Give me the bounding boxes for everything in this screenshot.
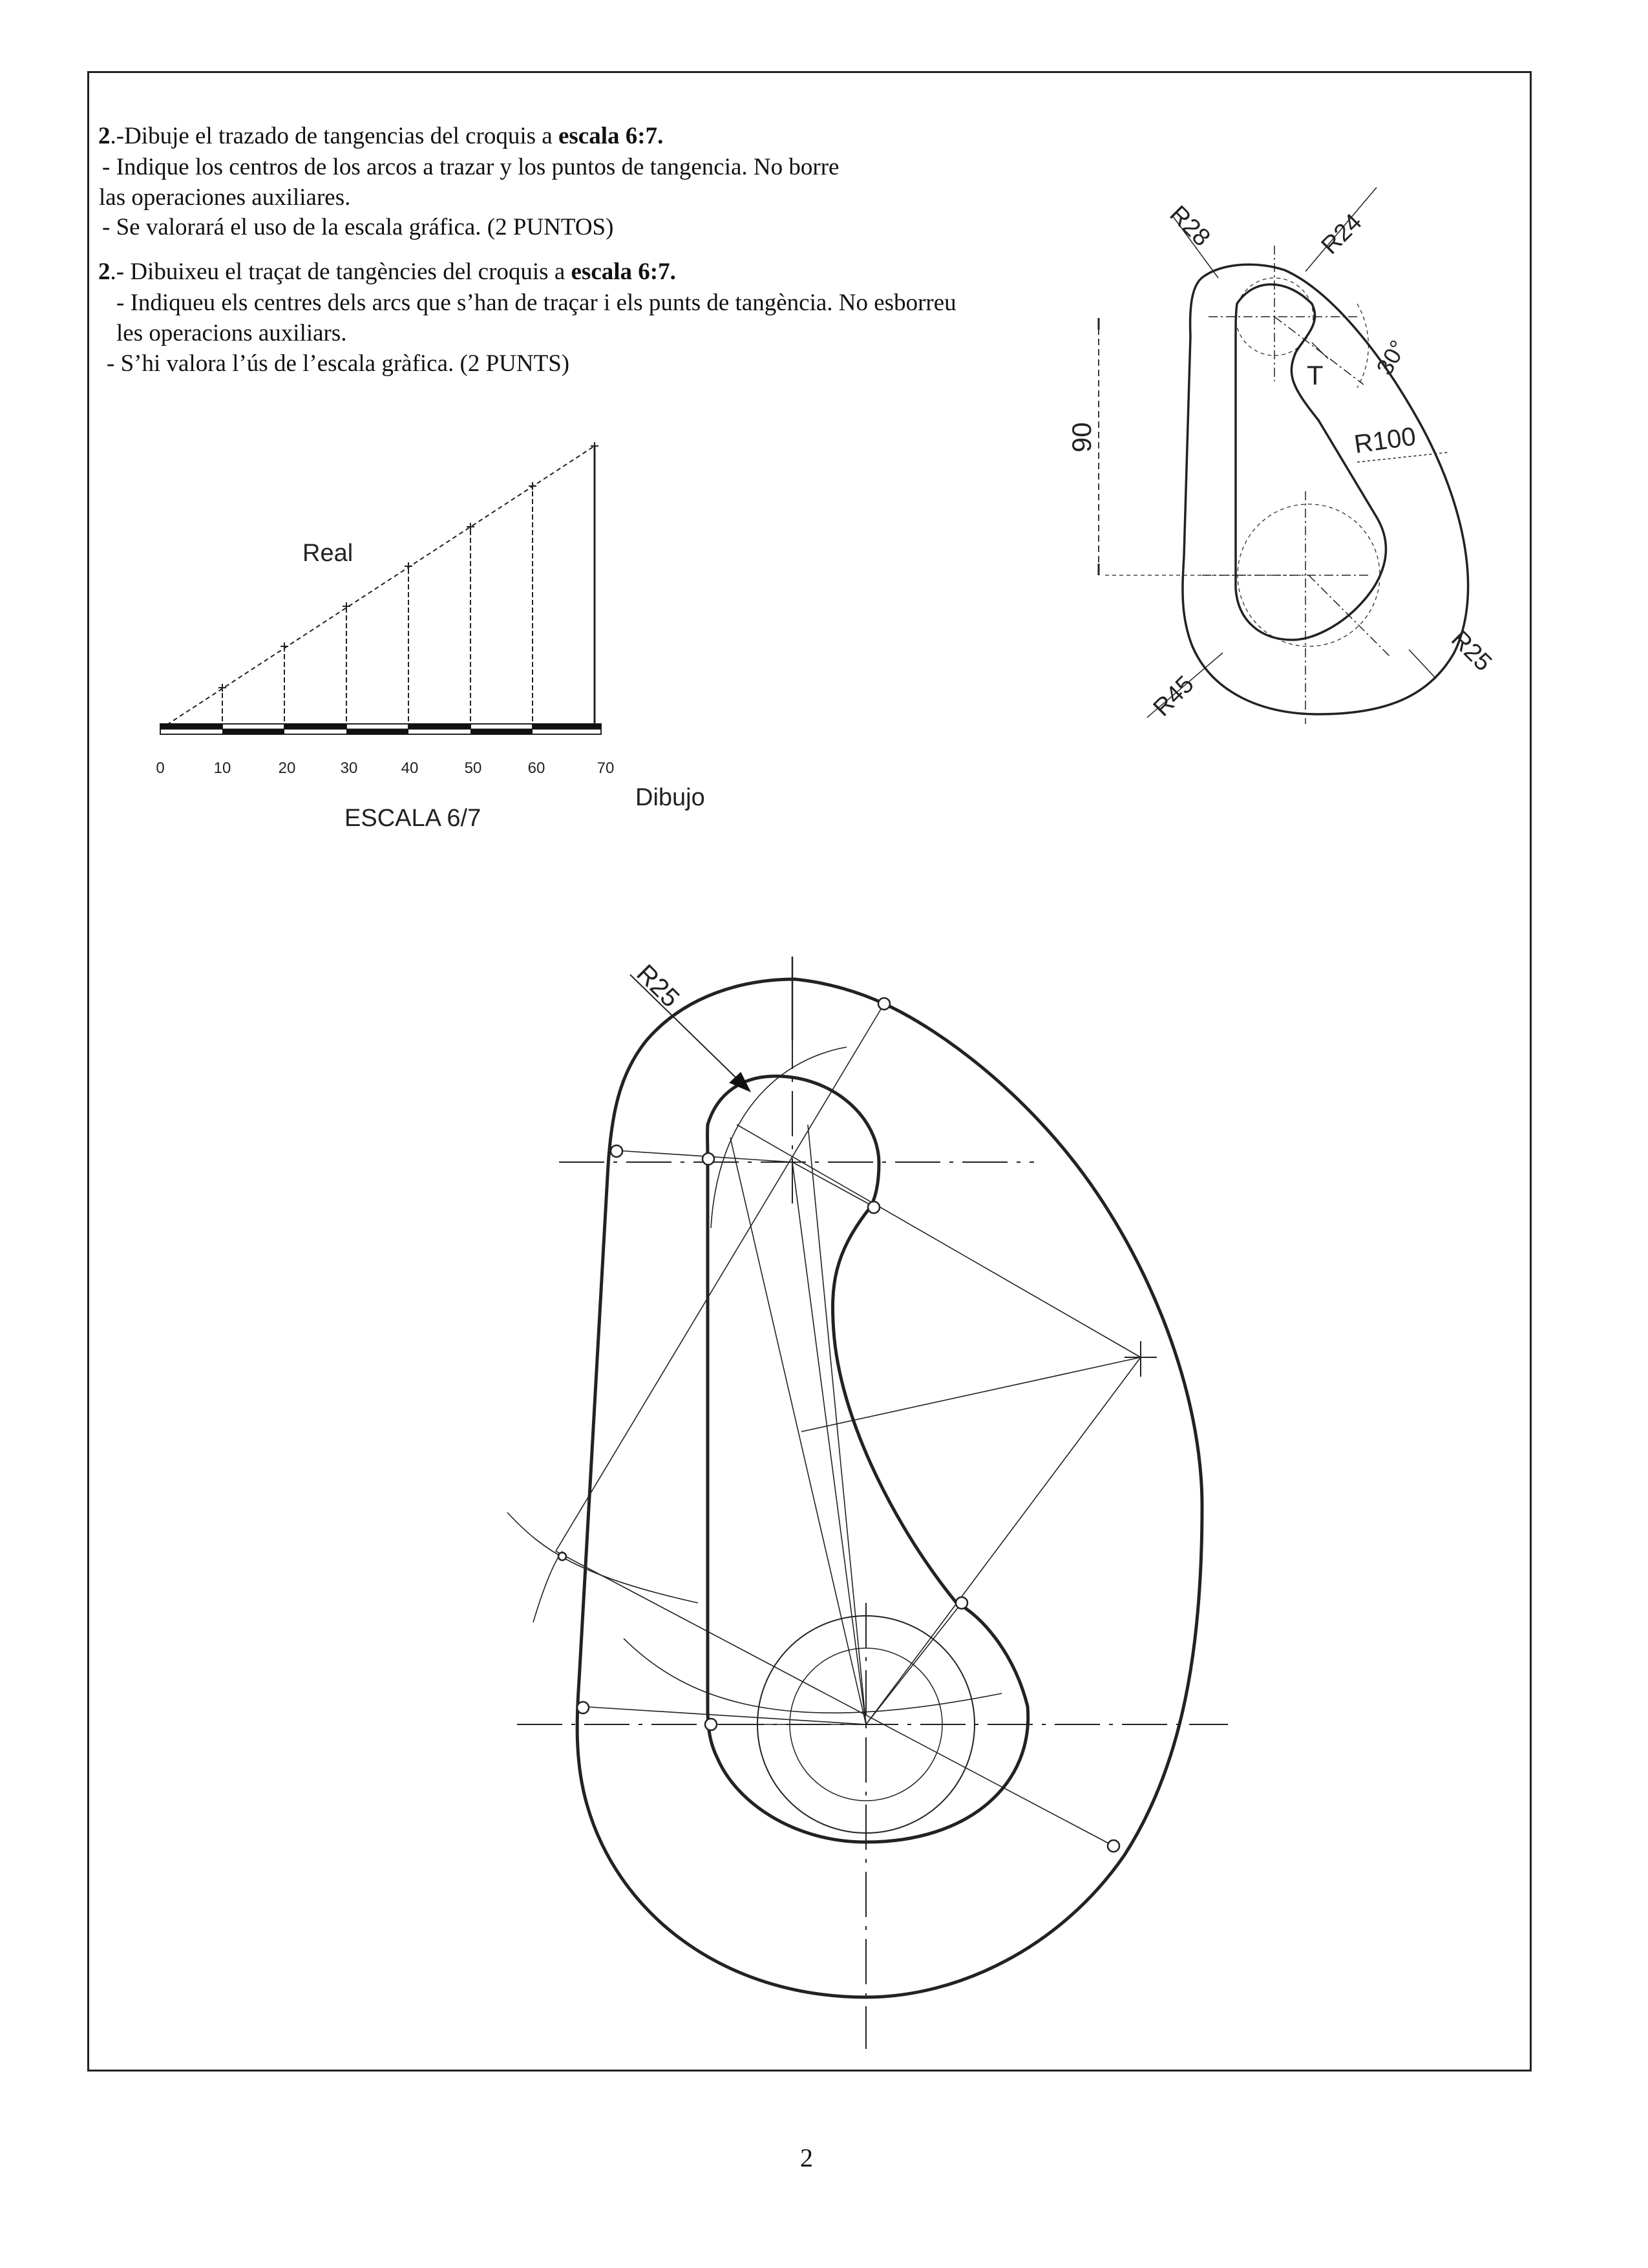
sketch — [1099, 187, 1468, 724]
main-drawing — [507, 957, 1228, 2049]
graphic-scale — [160, 442, 601, 734]
inner-contour — [708, 1076, 1028, 1842]
instruction-es-line4: - Se valorará el uso de la escala gráfica. (2 PUNTOS) — [102, 214, 614, 240]
scale-bar-blocks — [160, 724, 601, 734]
label-real: Real — [302, 540, 354, 567]
sketch-dim-30: 30° — [1371, 335, 1411, 379]
instruction-ca-line2: - Indiqueu els centres dels arcs que s’han de traçar i els punts de tangència. No esborreu — [116, 290, 956, 316]
sketch-outer-contour — [1183, 264, 1468, 714]
scale-tick-label: 70 — [597, 759, 615, 777]
scale-tick-label: 50 — [464, 759, 482, 777]
scale-tick-label: 60 — [527, 759, 545, 777]
sketch-dim-r100: R100 — [1352, 422, 1418, 460]
drawing-dim-r25: R25 — [631, 959, 685, 1013]
sketch-dim-r24: R24 — [1316, 208, 1368, 260]
label-dibujo: Dibujo — [635, 784, 705, 811]
instruction-es-line1: 2.-Dibuje el trazado de tangencias del croquis a escala 6:7. — [98, 123, 664, 149]
instruction-es-line3: las operaciones auxiliares. — [99, 184, 351, 211]
sketch-dim-r28: R28 — [1164, 200, 1216, 252]
exercise-number-es: 2 — [98, 123, 111, 149]
instruction-ca-line3: les operacions auxiliars. — [116, 320, 347, 346]
sketch-dim-r45: R45 — [1148, 670, 1199, 722]
scale-diagonal — [160, 446, 595, 729]
page-number: 2 — [800, 2143, 813, 2172]
scale-ticks — [156, 759, 614, 777]
scale-tick-label: 40 — [401, 759, 419, 777]
sketch-dim-t: T — [1307, 360, 1324, 390]
instruction-ca-line4: - S’hi valora l’ús de l’escala gràfica. (2 PUNTS) — [107, 350, 570, 377]
instruction-ca-line1: 2.- Dibuixeu el traçat de tangències del croquis a escala 6:7. — [98, 259, 676, 285]
sketch-dim-r25: R25 — [1446, 625, 1497, 677]
scale-tick-label: 0 — [156, 759, 165, 777]
sketch-dimensions — [1066, 200, 1497, 721]
exercise-number-ca: 2 — [98, 259, 111, 285]
scale-tick-label: 20 — [278, 759, 296, 777]
label-escala: ESCALA 6/7 — [344, 805, 481, 832]
instruction-es-line2: - Indique los centros de los arcos a trazar y los puntos de tangencia. No borre — [102, 154, 840, 180]
scale-tick-label: 30 — [340, 759, 358, 777]
scale-tick-label: 10 — [213, 759, 231, 777]
sketch-dim-90: 90 — [1066, 422, 1097, 452]
